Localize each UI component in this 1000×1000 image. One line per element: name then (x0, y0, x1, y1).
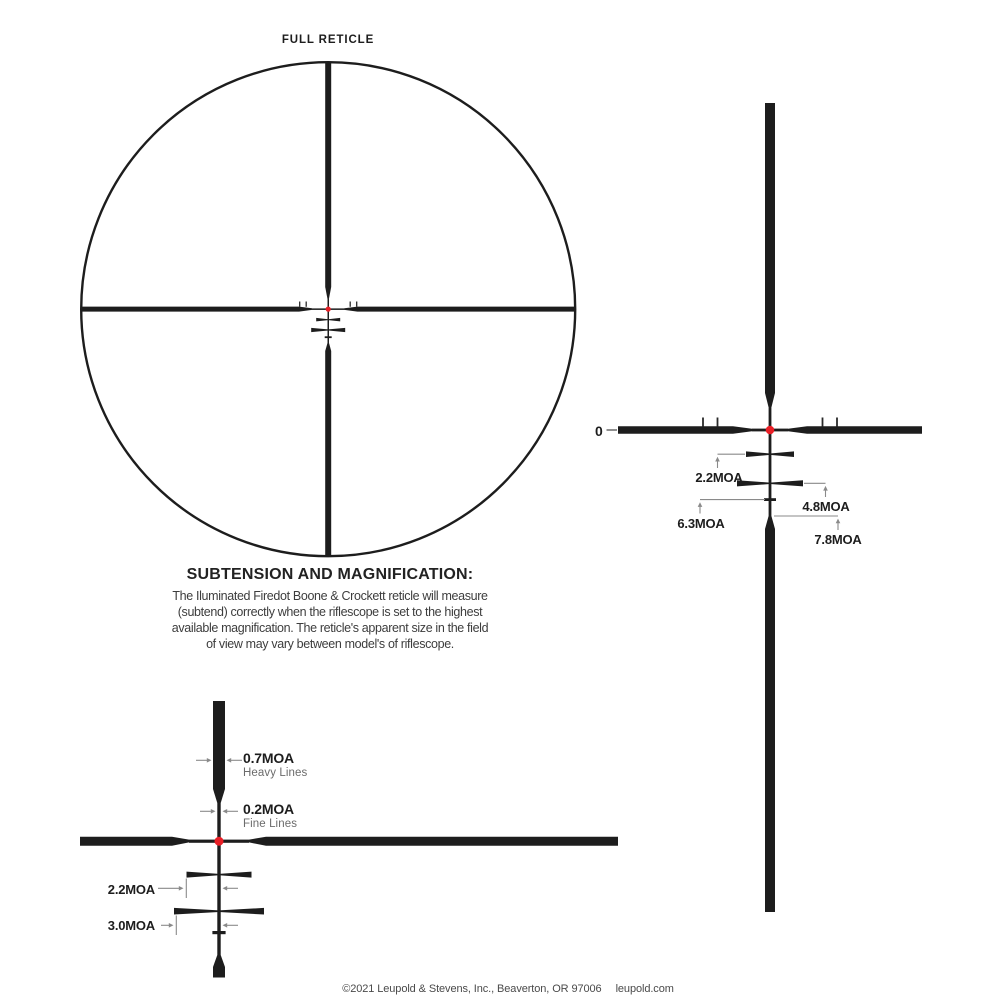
holdover-bar-1 (187, 872, 220, 878)
holdover-bar-1 (770, 451, 794, 457)
heavy-post-bottom (213, 955, 225, 978)
footer (342, 983, 674, 995)
heavy-bar-right (788, 426, 922, 434)
moa-label-4-8: 4.8MOA (802, 499, 850, 514)
full-reticle-diagram (81, 62, 575, 556)
bottom-reticle-diagram (80, 701, 618, 978)
dim-arrowhead-right (169, 923, 174, 928)
bar2-moa-label: 3.0MOA (107, 918, 155, 933)
heavy-post-bottom (325, 343, 331, 556)
heavy-bar-left (618, 426, 752, 434)
subtension-body-line: The Iluminated Firedot Boone & Crockett reticle will measure (172, 589, 488, 603)
moa-label-7-8: 7.8MOA (814, 532, 862, 547)
side-reticle-diagram (607, 103, 923, 912)
dim-arrowhead-right (211, 809, 216, 814)
holdover-bar-2 (328, 328, 345, 332)
dim-arrowhead-left (223, 923, 228, 928)
subtension-body-line: available magnification. The reticle's apparent size in the field (171, 621, 489, 635)
zero-label: 0 (595, 423, 603, 439)
holdover-bar-1 (746, 451, 770, 457)
moa-label-6-3: 6.3MOA (677, 516, 725, 531)
dim-arrowhead-up (698, 502, 703, 507)
copyright-text: ©2021 Leupold & Stevens, Inc., Beaverton, OR 97006 (342, 983, 602, 995)
subtension-body-line: of view may vary between model's of riflescope. (206, 637, 454, 651)
holdover-bar-2 (219, 908, 264, 915)
holdover-tick (764, 498, 776, 501)
holdover-bar-2 (770, 480, 803, 486)
holdover-tick (212, 931, 225, 934)
dim-arrowhead-up (823, 486, 828, 491)
heavy-line-moa-label: 0.7MOA (243, 750, 294, 766)
fine-line-moa-label: 0.2MOA (243, 801, 294, 817)
firedot (215, 837, 224, 846)
dim-arrowhead-right (207, 758, 212, 763)
heavy-bar-right (344, 307, 575, 312)
holdover-bar-1 (328, 318, 340, 322)
heavy-post-bottom (765, 516, 775, 912)
dim-arrowhead-left (223, 886, 228, 891)
heavy-line-caption: Heavy Lines (243, 767, 308, 779)
website-text: leupold.com (615, 983, 674, 995)
subtension-body-line: (subtend) correctly when the riflescope is set to the highest (177, 605, 483, 619)
dim-arrowhead-up (836, 519, 841, 524)
firedot (326, 307, 331, 312)
dim-arrowhead-right (179, 886, 184, 891)
holdover-bar-1 (316, 318, 328, 322)
firedot (766, 426, 775, 435)
heavy-post-top (325, 63, 331, 300)
subtension-heading: SUBTENSION AND MAGNIFICATION: (186, 566, 474, 583)
holdover-tick (325, 336, 332, 338)
heavy-post-top (765, 103, 775, 407)
moa-label-2-2: 2.2MOA (695, 470, 743, 485)
bar1-moa-label: 2.2MOA (107, 882, 155, 897)
holdover-bar-2 (311, 328, 328, 332)
heavy-bar-left (81, 307, 312, 312)
full-reticle-title: FULL RETICLE (281, 34, 375, 46)
heavy-post-top (213, 701, 225, 803)
dim-arrowhead-left (223, 809, 228, 814)
heavy-bar-right (249, 837, 618, 846)
holdover-bar-1 (219, 872, 252, 878)
dim-arrowhead-up (715, 457, 720, 462)
dim-arrowhead-left (227, 758, 232, 763)
fine-line-caption: Fine Lines (243, 818, 298, 830)
heavy-bar-left (80, 837, 189, 846)
holdover-bar-2 (174, 908, 219, 915)
